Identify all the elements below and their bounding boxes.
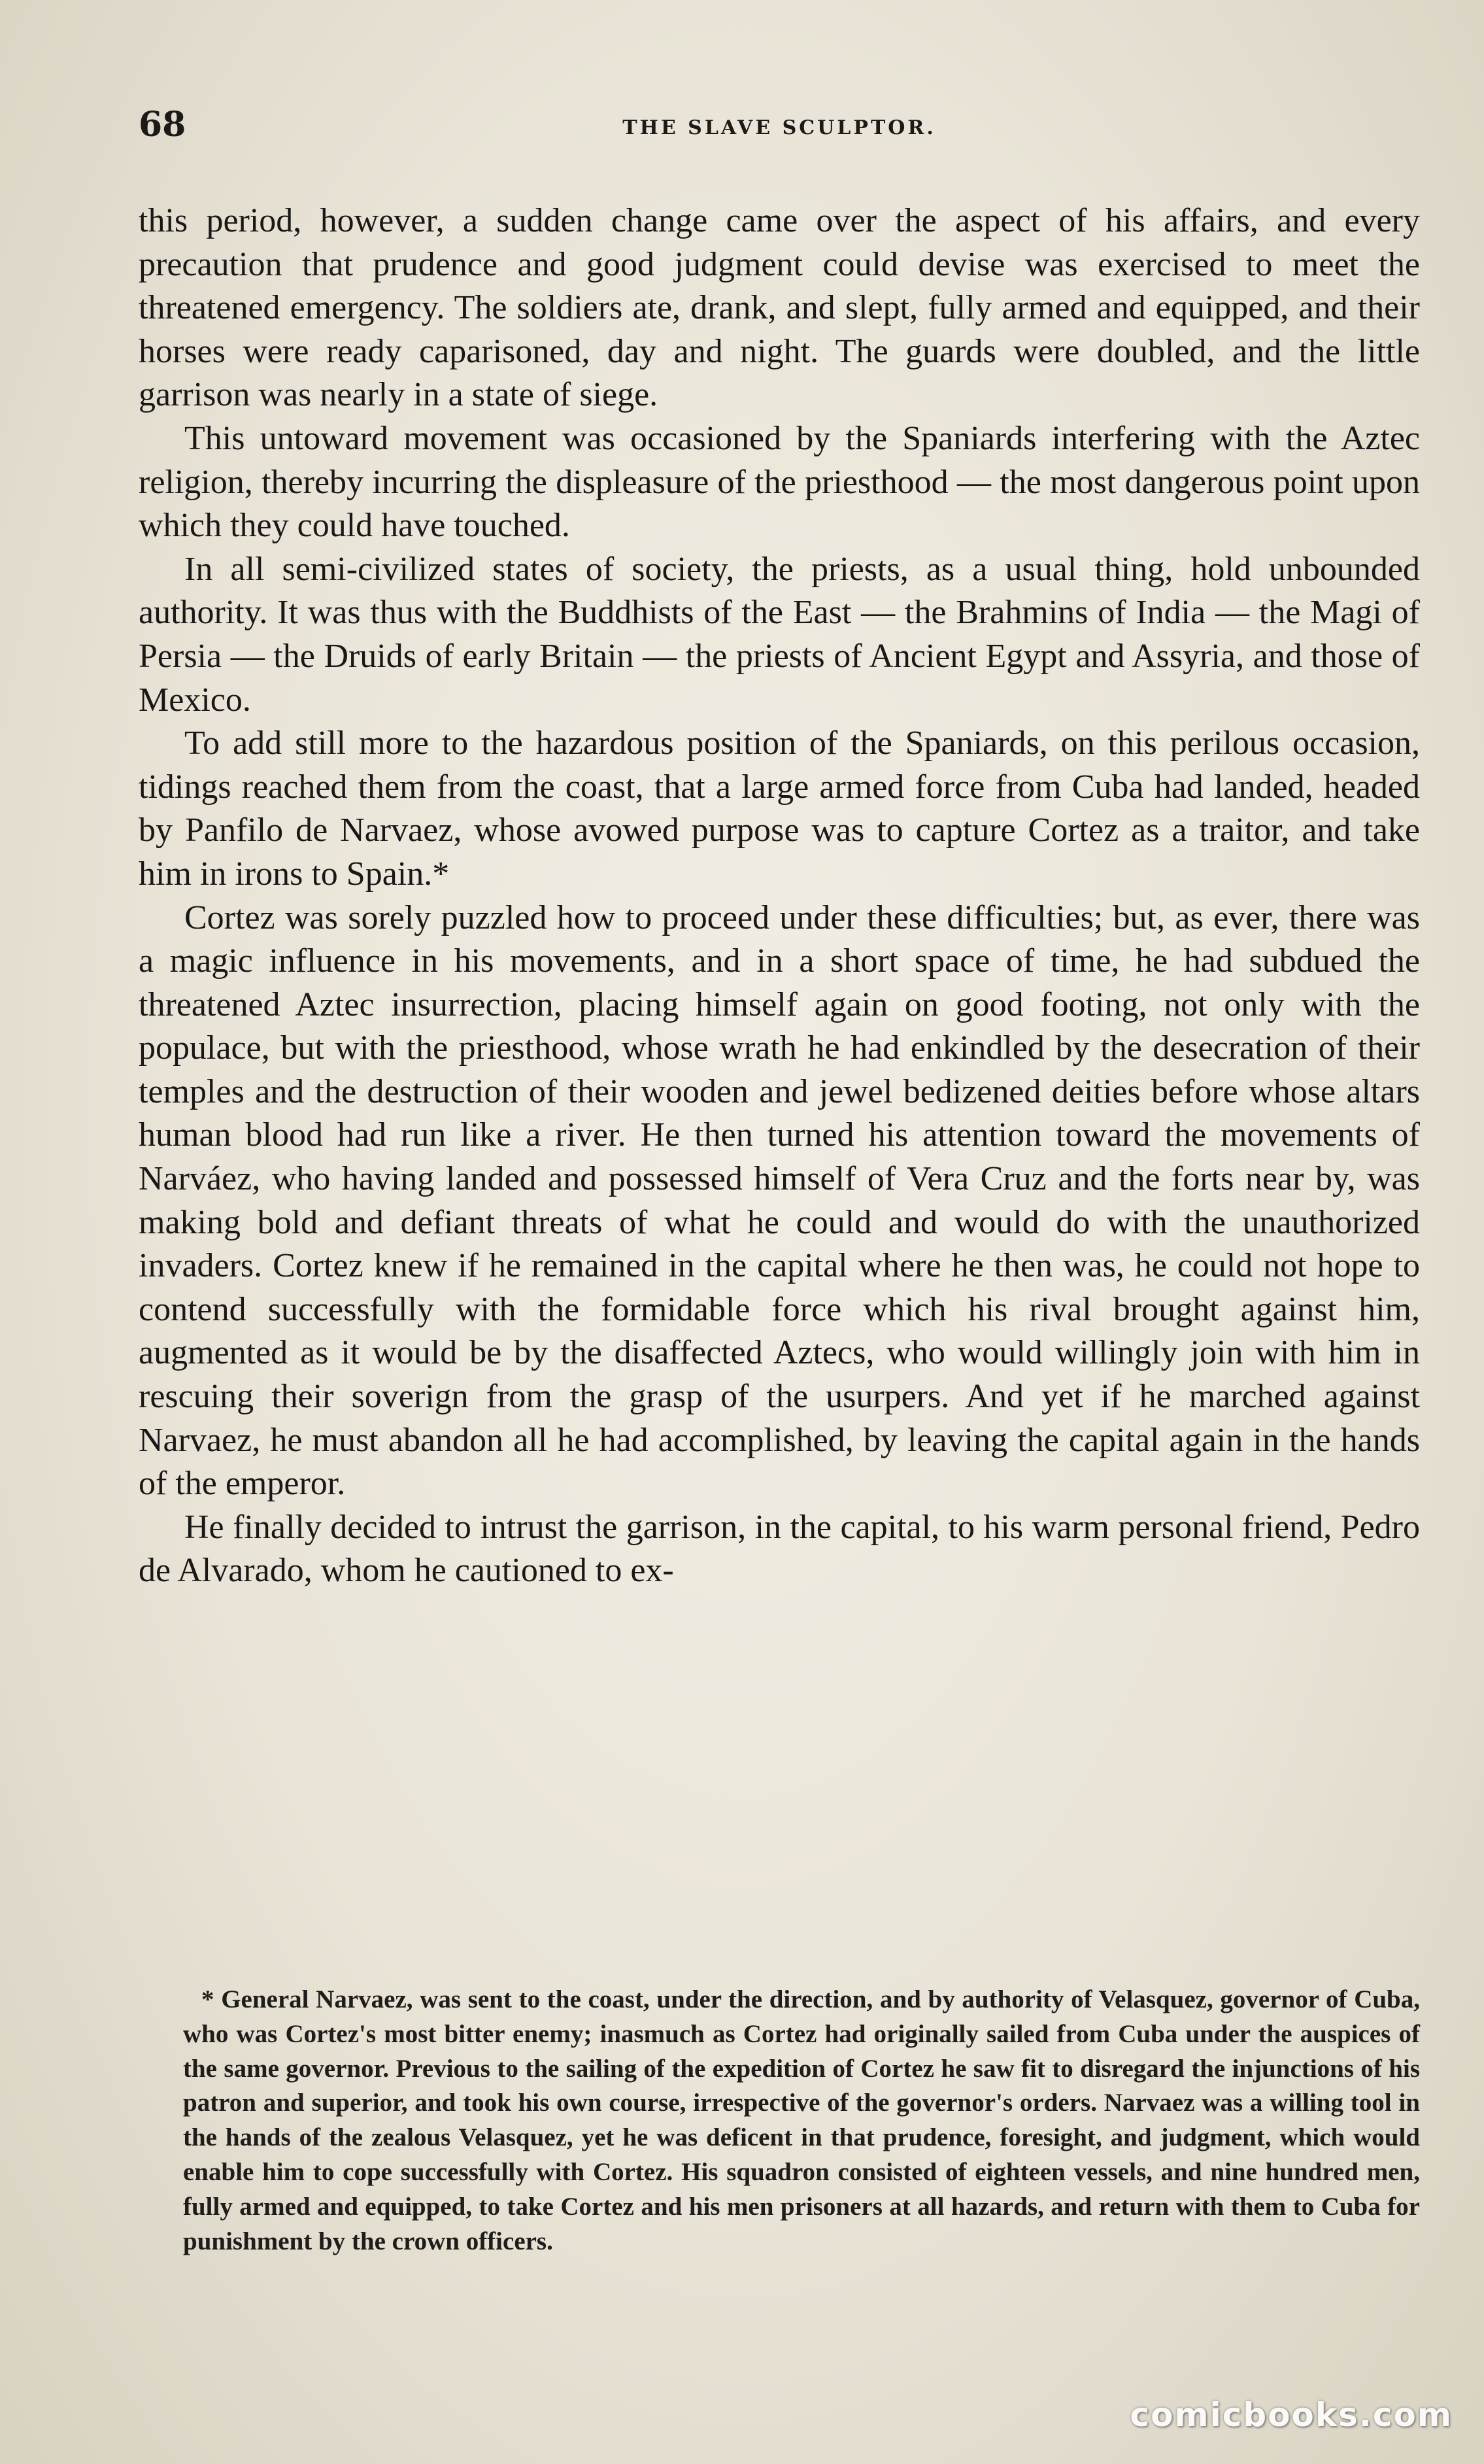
paragraph: To add still more to the hazardous position of the Spaniards, on this perilous occasion, tidings reached them from the coast, that a large armed force from Cuba had landed, headed by Panfilo de Narvaez, whose avowed purpose was to capture Cortez as a traitor, and take him in irons to Spain.* [139, 725, 1420, 893]
page-header [139, 105, 1420, 157]
paragraph: Cortez was sorely puzzled how to proceed under these difficulties; but, as ever, there was a magic influence in his movements, and in a short space of time, he had subdued the threatened Aztec insurrection, placing himself again on good footing, not only with the populace, but with the priesthood, whose wrath he had enkindled by the desecration of their temples and the destruction of their wooden and jewel bedizened deities before whose altars human blood had run like a river. He then turned his attention toward the movements of Narváez, who having landed and possessed himself of Vera Cruz and the forts near by, was making bold and defiant threats of what he could and would do with the unauthorized invaders. Cortez knew if he remained in the capital where he then was, he could not hope to contend successfully with the formidable force which his rival brought against him, augmented as it would be by the disaffected Aztecs, who would willingly join with him in rescuing their soverign from the grasp of the usurpers. And yet if he marched against Narvaez, he must abandon all he had accomplished, by leaving the capital again in the hands of the emperor. [139, 898, 1420, 1503]
page-number: 68 [139, 105, 186, 145]
paragraph: This untoward movement was occasioned by the Spaniards interfering with the Aztec religion, thereby incurring the displeasure of the priesthood — the most dangerous point upon which they could have touched. [139, 419, 1420, 545]
paragraph: In all semi-civilized states of society, the priests, as a usual thing, hold unbounded authority. It was thus with the Buddhists of the East — the Brahmins of India — the Magi of Persia — the Druids of early Britain — the priests of Ancient Egypt and Assyria, and those of Mexico. [139, 550, 1420, 719]
paragraph: this period, however, a sudden change came over the aspect of his affairs, and every precaution that prudence and good judgment could devise was exercised to meet the threatened emergency. The soldiers ate, drank, and slept, fully armed and equipped, and their horses were ready caparisoned, day and night. The guards were doubled, and the little garrison was nearly in a state of siege. [139, 202, 1420, 414]
running-title: THE SLAVE SCULPTOR. [622, 116, 936, 139]
paragraph: He finally decided to intrust the garrison, in the capital, to his warm personal friend, Pedro de Alvarado, whom he cautioned to ex- [139, 1508, 1420, 1590]
footnote: * General Narvaez, was sent to the coast, under the direction, and by authority of Velasquez, governor of Cuba, who was Cortez's most bitter enemy; inasmuch as Cortez had originally sailed from Cuba under the auspices of the same governor. Previous to the sailing of the expedition of Cortez he saw fit to disregard the injunctions of his patron and superior, and took his own course, irrespective of the governor's orders. Narvaez was a willing tool in the hands of the zealous Velasquez, yet he was deficent in that prudence, foresight, and judgment, which would enable him to cope successfully with Cortez. His squadron consisted of eighteen vessels, and nine hundred men, fully armed and equipped, to take Cortez and his men prisoners at all hazards, and return with them to Cuba for punishment by the crown officers. [183, 1985, 1420, 2255]
main-text [139, 199, 1420, 1593]
site-watermark: comicbooks.com [1130, 2396, 1453, 2434]
